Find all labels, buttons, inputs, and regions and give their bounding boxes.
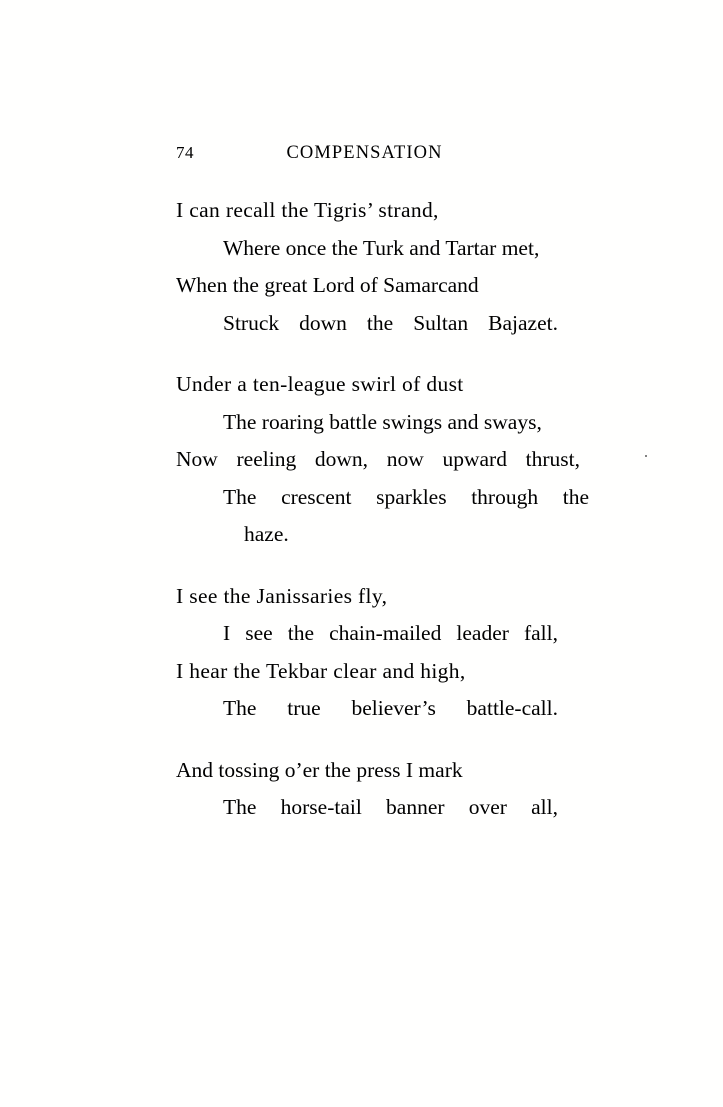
poem-line: Now reeling down, now upward thrust, [176, 447, 580, 471]
running-title: COMPENSATION [286, 143, 443, 163]
poem-line: I see the Janissaries fly, [176, 583, 388, 608]
stanza [176, 578, 616, 728]
poem-line: Struck down the Sultan Bajazet. [223, 310, 558, 335]
poem-line: The crescent sparkles through the [223, 484, 589, 509]
poem-line: Where once the Turk and Tartar met, [223, 235, 540, 260]
poem-line: The horse-tail banner over all, [223, 795, 558, 819]
poem-line: Under a ten-league swirl of dust [176, 372, 464, 396]
stanza [176, 752, 616, 827]
page-number: 74 [176, 143, 194, 162]
poem-line: I hear the Tekbar clear and high, [176, 658, 466, 683]
poem-line: haze. [244, 522, 289, 546]
poem-body [176, 192, 616, 851]
poem-line: And tossing o’er the press I mark [176, 757, 463, 782]
poem-line: The true believer’s battle-call. [223, 696, 558, 720]
poem-line: I can recall the Tigris’ strand, [176, 198, 439, 222]
page-header [0, 143, 723, 169]
stanza [176, 192, 616, 342]
stanza [176, 366, 616, 554]
poem-line: When the great Lord of Samarcand [176, 273, 479, 297]
poem-line: The roaring battle swings and sways, [223, 409, 542, 434]
poem-line: I see the chain-mailed leader fall, [223, 621, 558, 645]
paper-speck [645, 455, 647, 457]
